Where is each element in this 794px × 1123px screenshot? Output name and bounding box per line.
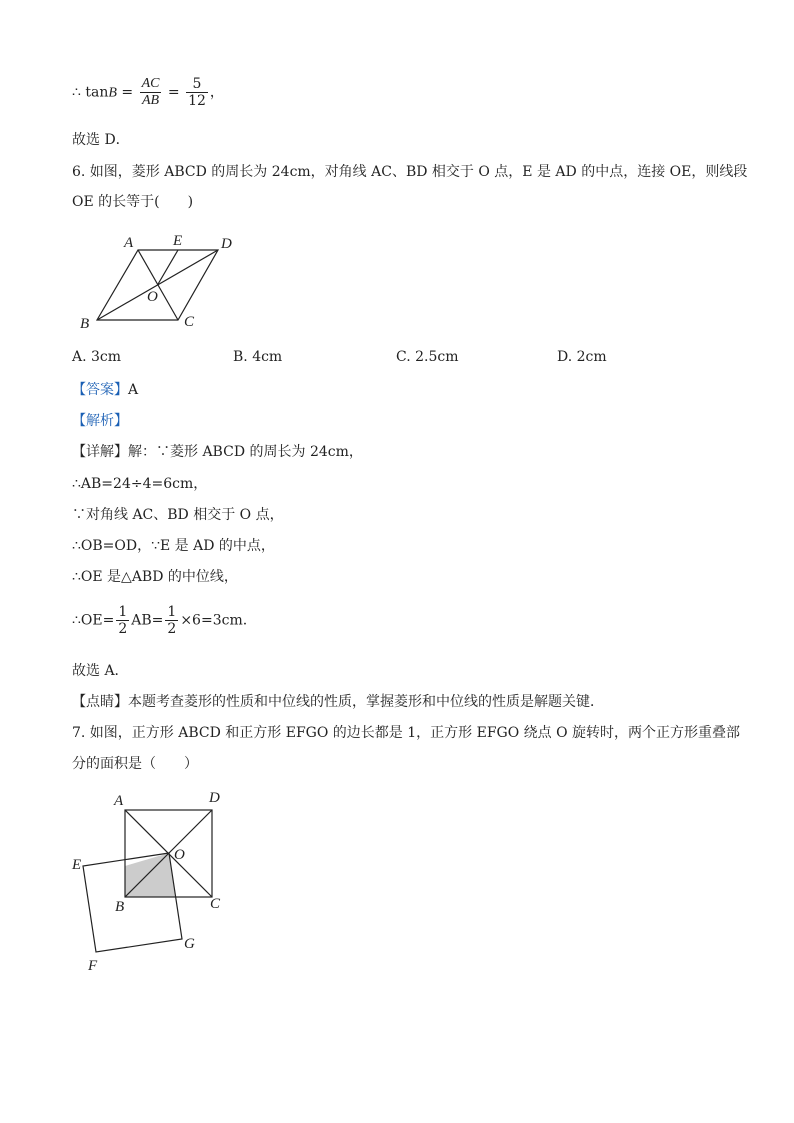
label-o: O [174,847,185,863]
q6-line2: OE 的长等于( ) [72,194,194,210]
tan-prefix: ∴ tan [72,84,109,101]
label-b: B [80,316,90,332]
fraction-5-12 [186,76,208,109]
result: ×6=3cm. [180,612,248,629]
numerator: 5 [186,76,208,93]
label-d: D [221,236,232,252]
q7-line2: 分的面积是（ ） [72,756,198,772]
numerator: 1 [118,604,128,620]
denominator: AB [141,93,160,108]
detail-line5: ∴OE 是△ABD 的中位线， [72,569,238,585]
analysis-tag: 【解析】 [72,413,128,429]
label-o: O [147,289,158,305]
comment-line [72,692,604,712]
analysis-line [72,411,128,431]
comment-tag: 【点睛】 [72,694,128,710]
option-a: A. 3cm [72,349,122,365]
detail-line1 [72,442,363,462]
q6-line1: 6. 如图，菱形 ABCD 的周长为 24cm，对角线 AC、BD 相交于 O 点，E 是 AD 的中点，连接 OE，则线段 [72,164,748,180]
detail-line4: ∴OB=OD，∵E 是 AD 的中点， [72,538,275,554]
fraction-half-1 [116,604,129,637]
detail-text: 解：∵菱形 ABCD 的周长为 24cm， [128,444,363,460]
angle-b: B [108,85,117,101]
denominator: 12 [188,93,206,109]
option-c: C. 2.5cm [396,349,459,365]
label-g: G [184,936,195,952]
denominator: 2 [167,621,177,637]
fraction-half-2 [165,604,178,637]
squares-diagram [66,786,246,976]
label-a: A [124,235,134,251]
equals-sign: = [121,84,134,101]
rhombus-diagram [70,228,250,334]
label-b: B [115,899,125,915]
option-d: D. 2cm [557,349,607,365]
tan-equation [72,76,224,109]
choose-a: 故选 A． [72,663,129,679]
comment-text: 本题考查菱形的性质和中位线的性质，掌握菱形和中位线的性质是解题关键． [128,694,604,710]
answer-line [72,380,138,400]
numerator: 1 [167,604,177,620]
label-f: F [88,958,98,974]
label-d: D [209,790,220,806]
q7-line1: 7. 如图，正方形 ABCD 和正方形 EFGO 的边长都是 1，正方形 EFGO 绕点 O 旋转时，两个正方形重叠部 [72,725,741,741]
label-c: C [210,896,221,912]
detail-line6 [72,604,247,637]
detail-line2: ∴AB=24÷4=6cm， [72,476,208,492]
ab-equals: AB= [131,612,164,629]
label-c: C [184,314,195,330]
denominator: 2 [118,621,128,637]
option-b: B. 4cm [233,349,283,365]
answer-value: A [128,382,139,398]
choose-d: 故选 D． [72,132,130,148]
label-a: A [114,793,124,809]
label-e: E [72,857,82,873]
detail-line3: ∵对角线 AC、BD 相交于 O 点， [72,507,284,523]
overlap-region [125,853,175,897]
label-e: E [173,233,183,249]
comma: ， [209,84,224,101]
equals-sign: = [167,84,180,101]
detail-tag: 【详解】 [72,444,128,460]
numerator: AC [141,76,160,91]
oe-equals: ∴OE= [72,612,115,629]
answer-tag: 【答案】 [72,382,128,398]
fraction-ac-ab [140,76,162,109]
